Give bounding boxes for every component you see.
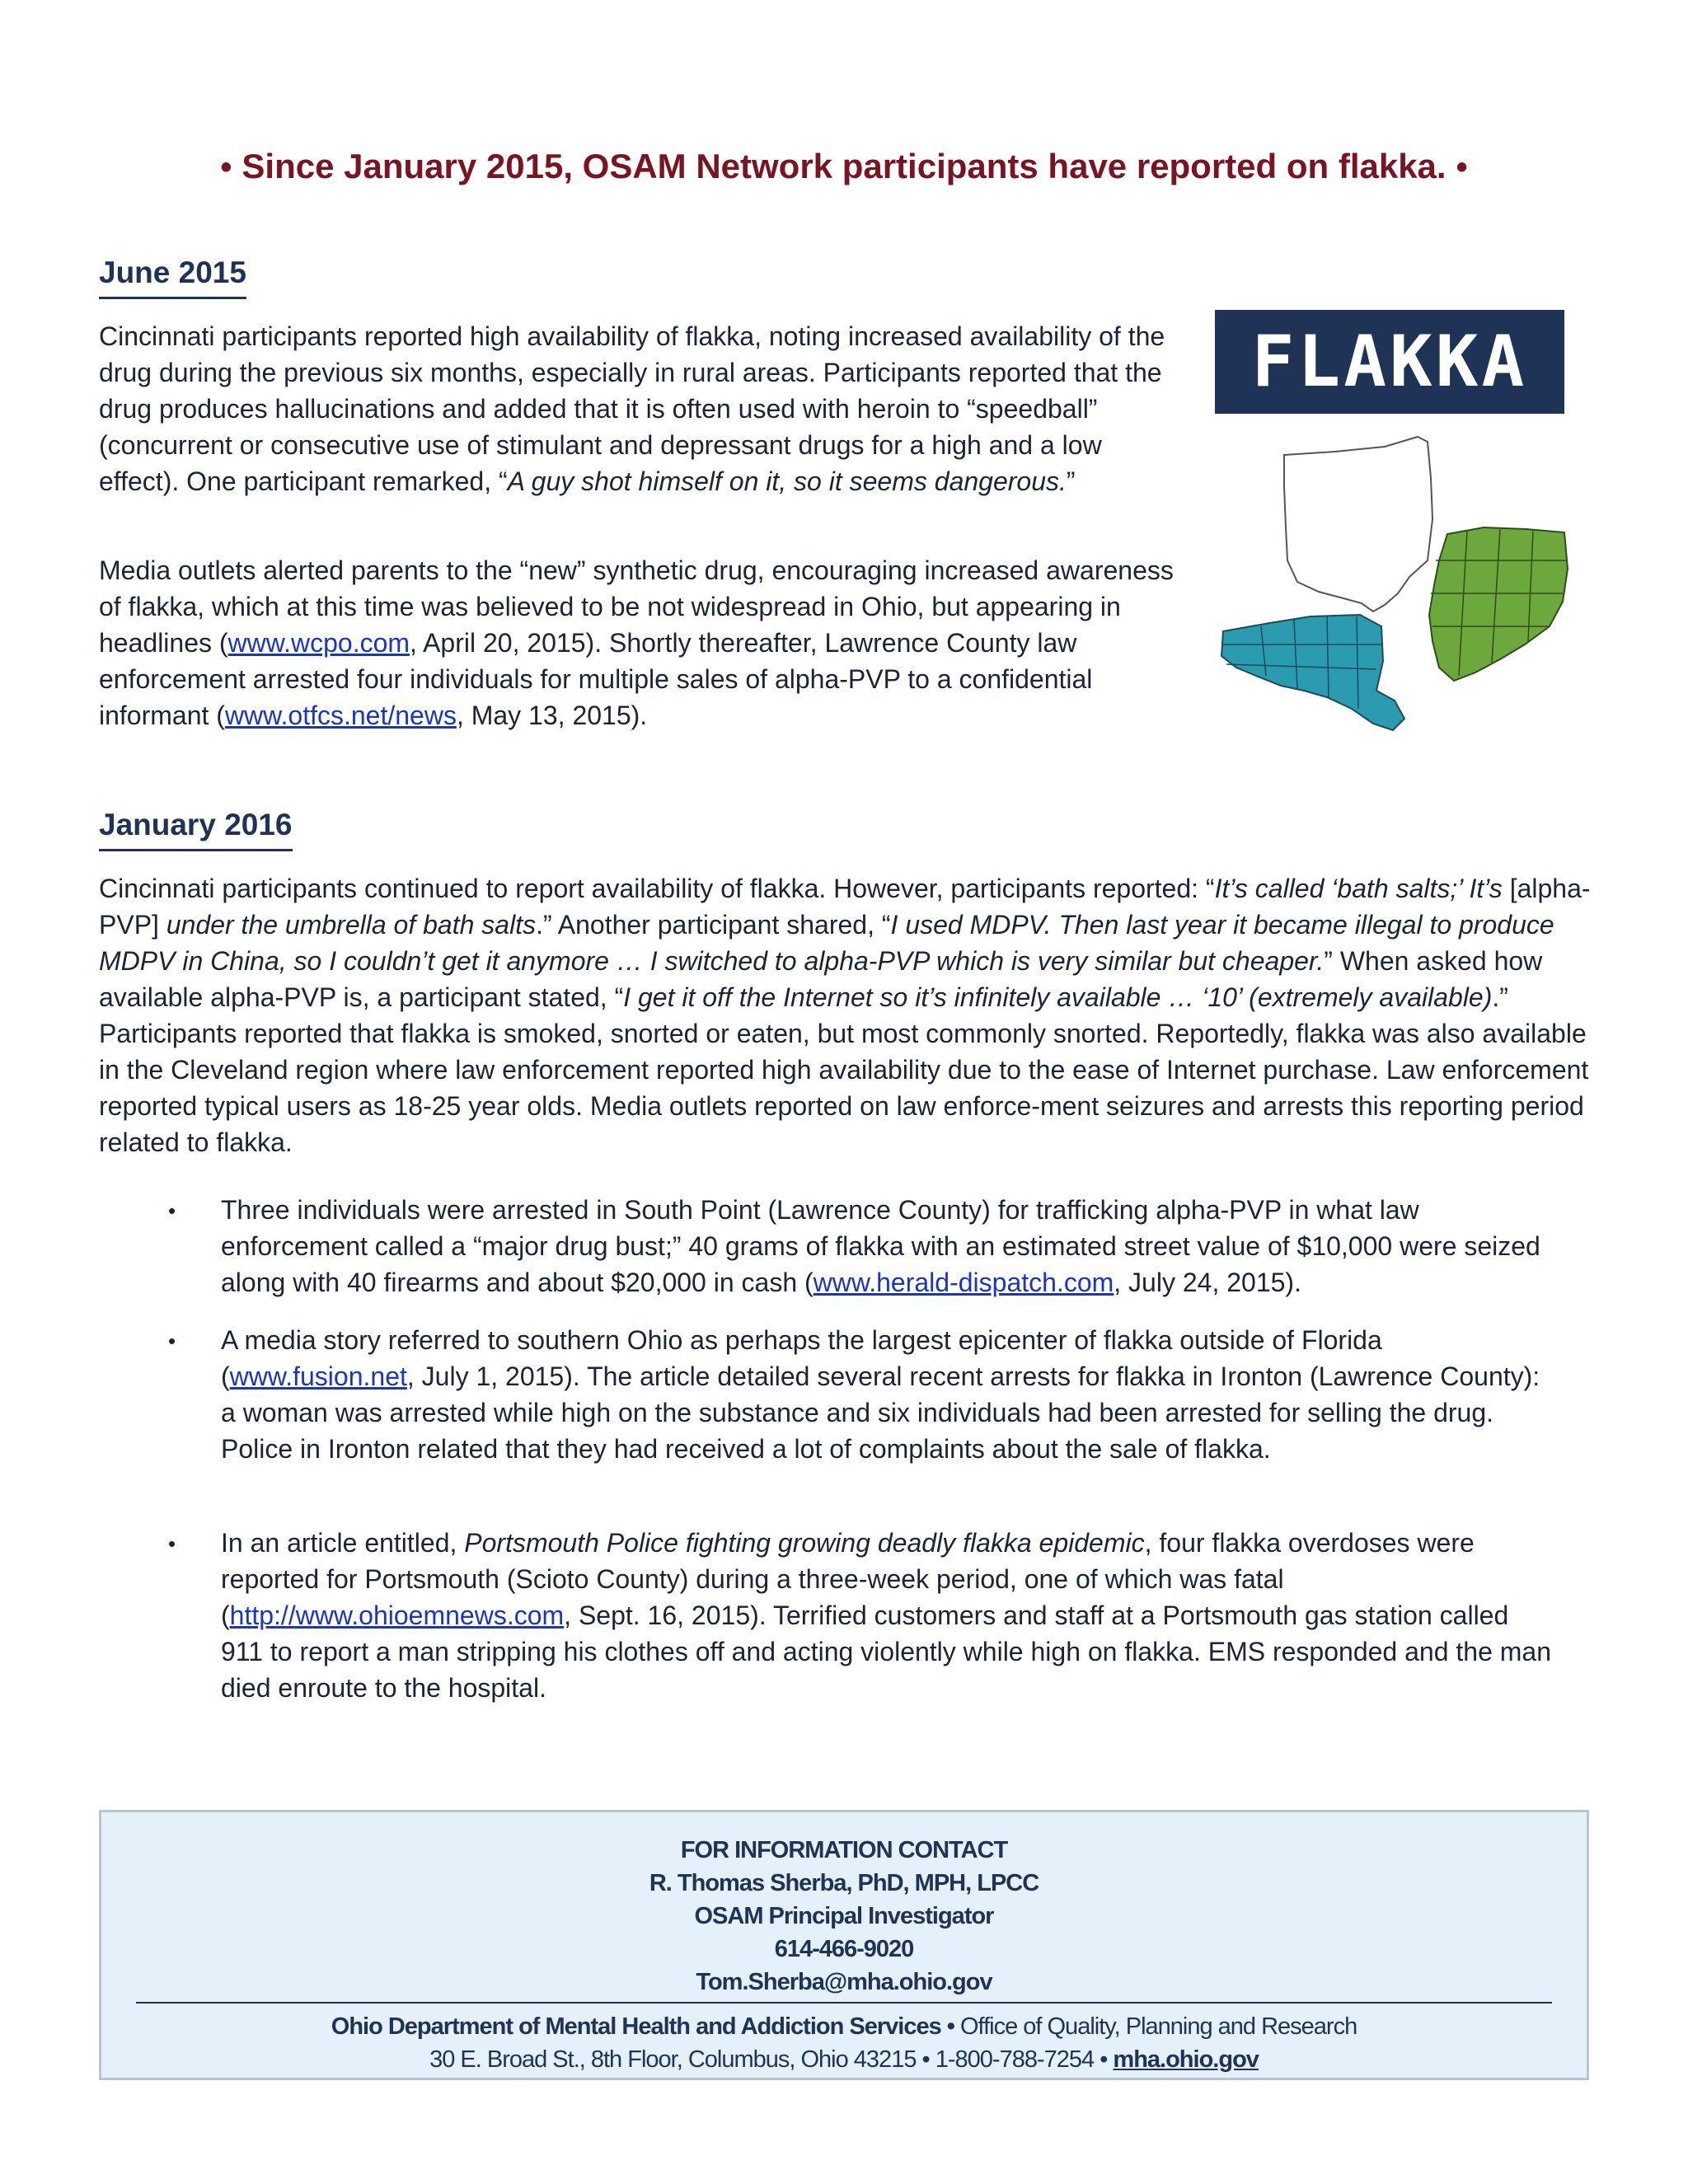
ohio-map-graphic — [1212, 429, 1574, 742]
department-block — [101, 2010, 1587, 2076]
jan-text-c: .” Another participant shared, “ — [536, 910, 891, 940]
contact-phone: 614-466-9020 — [774, 1936, 914, 1962]
bullet-item-2 — [221, 1322, 1556, 1467]
jan-quote-4: I get it off the Internet so it’s infinitely available … ‘10’ (extremely available) — [623, 982, 1493, 1012]
jan-text-e: .” Participants reported that flakka is smoked, snorted or eaten, but most commonly snorted. Reportedly, flakka was also available in the Cleveland region where law enforcement reported high availability due to the ease of Internet purchase. Law enforcement reported typical users as 18-25 year olds. Media outlets reported on law enforce-ment seizures and arrests this reporting period related to flakka. — [99, 982, 1589, 1157]
link-otfcs[interactable]: www.otfcs.net/news — [224, 701, 457, 730]
website-link[interactable]: mha.ohio.gov — [1113, 2046, 1259, 2073]
ohio-outline — [1284, 437, 1432, 612]
flakka-banner — [1215, 310, 1564, 414]
bullet-3-text-c: , Sept. 16, 2015). Terrified customers and staff at a Portsmouth gas station called 911 to report a man stripping his clothes off and acting violently while high on flakka. EMS responded and the man died enroute to the hospital. — [221, 1601, 1551, 1703]
footer-divider — [136, 2002, 1552, 2004]
contact-name: R. Thomas Sherba, PhD, MPH, LPCC — [649, 1870, 1039, 1896]
department-line — [101, 2010, 1587, 2043]
bullet-2-text-a: A media story referred to southern Ohio as perhaps the largest epicenter of flakka outside of Florida ( — [221, 1325, 1382, 1391]
contact-role: OSAM Principal Investigator — [694, 1903, 994, 1929]
june-p2-text-b: , April 20, 2015). Shortly thereafter, Lawrence County law enforcement arrested four individuals for multiple sales of alpha-PVP to a confidential informant ( — [99, 628, 1093, 730]
link-fusion[interactable]: www.fusion.net — [229, 1361, 407, 1391]
address-line — [101, 2043, 1587, 2076]
jan-text-d: ” When asked how available alpha-PVP is, a participant stated, “ — [99, 946, 1543, 1012]
jan-quote-1: It’s called ‘bath salts;’ It’s — [1214, 874, 1503, 903]
contact-footer — [99, 1810, 1589, 2080]
toll-free-phone: 1-800-788-7254 — [935, 2046, 1095, 2073]
section-heading-january-2016: January 2016 — [99, 808, 293, 851]
section-heading-june-2015: June 2015 — [99, 255, 246, 299]
bullet-3-article-title: Portsmouth Police fighting growing deadly flakka epidemic — [464, 1528, 1145, 1558]
bullet-marker-3: • — [168, 1531, 176, 1556]
june-paragraph-1 — [99, 318, 1187, 499]
bullet-2-text-b: , July 1, 2015). The article detailed several recent arrests for flakka in Ironton (Lawrence County): a woman was arrested while high on the substance and six individuals had been arrested for selling the drug. Police in Ironton related that they had received a lot of complaints about the sale of flakka. — [221, 1361, 1540, 1464]
headline — [0, 147, 1688, 186]
footer-separator-1: • — [946, 2013, 954, 2040]
june-p1-text: Cincinnati participants reported high availability of flakka, noting increased availability of the drug during the previous six months, especially in rural areas. Participants reported that the drug produces hallucinations and added that it is often used with heroin to “speedball” (concurrent or consecutive use of stimulant and depressant drugs for a high and a low effect). One participant remarked, “ — [99, 321, 1165, 496]
june-p2-text-c: , May 13, 2015). — [456, 701, 648, 730]
headline-text: Since January 2015, OSAM Network participants have reported on flakka. — [241, 147, 1447, 185]
june-p1-quote: A guy shot himself on it, so it seems dangerous. — [507, 466, 1067, 496]
flakka-banner-text: FLAKKA — [1251, 321, 1528, 403]
june-p1-end: ” — [1066, 466, 1076, 496]
jan-text-b: [alpha-PVP] — [99, 874, 1591, 940]
headline-bullet-right: • — [1456, 149, 1468, 185]
bullet-item-3 — [221, 1525, 1556, 1706]
bullet-marker-2: • — [168, 1329, 176, 1353]
jan-quote-3: I used MDPV. Then last year it became illegal to produce MDPV in China, so I couldn’t get it anymore … I switched to alpha-PVP which is very similar but cheaper. — [99, 910, 1554, 976]
bullet-marker-1: • — [168, 1198, 176, 1223]
footer-separator-2: • — [921, 2046, 930, 2073]
bullet-1-text-a: Three individuals were arrested in South Point (Lawrence County) for trafficking alpha-PVP in what law enforcement called a “major drug bust;” 40 grams of flakka with an estimated street value of $10,000 were seized along with 40 firearms and about $20,000 in cash ( — [221, 1195, 1540, 1297]
southwest-region — [1221, 615, 1404, 730]
january-paragraph — [99, 870, 1591, 1160]
bullet-1-text-b: , July 24, 2015). — [1114, 1268, 1301, 1297]
june-p2-text-a: Media outlets alerted parents to the “new” synthetic drug, encouraging increased awareness of flakka, which at this time was believed to be not widespread in Ohio, but appearing in headlines ( — [99, 555, 1174, 658]
june-paragraph-2 — [99, 552, 1187, 733]
headline-bullet-left: • — [220, 149, 232, 185]
jan-quote-2: under the umbrella of bath salts — [166, 910, 537, 940]
jan-text-a: Cincinnati participants continued to report availability of flakka. However, participants reported: “ — [99, 874, 1215, 903]
link-herald-dispatch[interactable]: www.herald-dispatch.com — [813, 1268, 1114, 1297]
footer-separator-3: • — [1100, 2046, 1108, 2073]
bullet-3-text-a: In an article entitled, — [221, 1528, 465, 1558]
department-name: Ohio Department of Mental Health and Addiction Services — [331, 2013, 941, 2040]
bullet-3-text-b: , four flakka overdoses were reported for Portsmouth (Scioto County) during a three-week period, one of which was fatal ( — [221, 1528, 1475, 1630]
office-name: Office of Quality, Planning and Research — [959, 2013, 1357, 2040]
contact-email: Tom.Sherba@mha.ohio.gov — [696, 1969, 992, 1995]
link-ohioemnews[interactable]: http://www.ohioemnews.com — [229, 1601, 565, 1630]
bullet-item-1 — [221, 1192, 1556, 1301]
contact-block — [101, 1834, 1587, 1999]
link-wcpo[interactable]: www.wcpo.com — [227, 628, 410, 658]
address: 30 E. Broad St., 8th Floor, Columbus, Ohio 43215 — [429, 2046, 917, 2073]
contact-title: FOR INFORMATION CONTACT — [680, 1837, 1008, 1863]
